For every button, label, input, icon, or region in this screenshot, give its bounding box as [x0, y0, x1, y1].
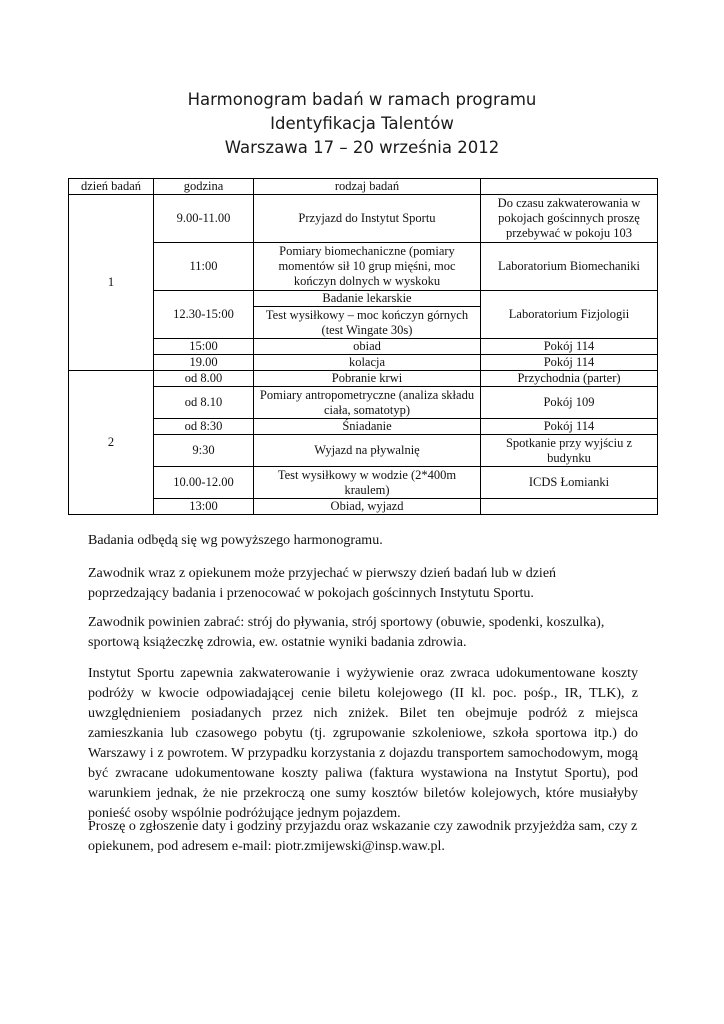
header-place — [481, 179, 658, 195]
table-row — [69, 195, 658, 243]
paragraph-schedule-note: Badania odbędą się wg powyższego harmonogramu. — [88, 533, 383, 548]
document-title-block — [0, 88, 724, 160]
table-header-row — [69, 179, 658, 195]
activity-cell: Test wysiłkowy w wodzie (2*400m kraulem) — [254, 467, 481, 499]
activity-cell: Obiad, wyjazd — [254, 499, 481, 515]
place-cell: Laboratorium Fizjologii — [481, 291, 658, 339]
activity-cell: Śniadanie — [254, 419, 481, 435]
place-cell: Pokój 109 — [481, 387, 658, 419]
title-line-2: Identyfikacja Talentów — [270, 114, 454, 133]
place-cell — [481, 499, 658, 515]
time-cell: 9.00-11.00 — [154, 195, 254, 243]
table-row — [69, 467, 658, 499]
time-cell: 10.00-12.00 — [154, 467, 254, 499]
header-time: godzina — [154, 179, 254, 195]
place-cell: Laboratorium Biomechaniki — [481, 243, 658, 291]
time-cell: 19.00 — [154, 355, 254, 371]
activity-cell: Pomiary antropometryczne (analiza składu ciała, somatotyp) — [254, 387, 481, 419]
table-row — [69, 419, 658, 435]
time-cell: 13:00 — [154, 499, 254, 515]
time-cell: od 8.10 — [154, 387, 254, 419]
activity-cell: Pobranie krwi — [254, 371, 481, 387]
time-cell: od 8.00 — [154, 371, 254, 387]
place-cell: Pokój 114 — [481, 419, 658, 435]
table-row — [69, 435, 658, 467]
paragraph-costs: Instytut Sportu zapewnia zakwaterowanie i wyżywienie oraz zwraca udokumentowane koszty podróży w kwocie odpowiadającej cenie biletu kolejowego (II kl. poc. pośp., IR, TLK), z uwzględnieniem posiadanych przez nich zniżek. Bilet ten obejmuje podróż z miejsca zamieszkania lub czasowego pobytu (tj. zgrupowanie szkoleniowe, szkoła sportowa itp.) do Warszawy i z powrotem. W przypadku korzystania z dojazdu transportem samochodowym, mogą być zwracane udokumentowane koszty paliwa (faktura wystawiona na Instytut Sportu), pod warunkiem jednak, że nie przekroczą one sumy kosztów biletów kolejowych, które musiałyby ponieść osoby wspólnie podróżujące jednym pojazdem. — [88, 666, 638, 821]
activity-cell: Wyjazd na pływalnię — [254, 435, 481, 467]
header-activity: rodzaj badań — [254, 179, 481, 195]
paragraph-equipment: Zawodnik powinien zabrać: strój do pływania, strój sportowy (obuwie, spodenki, koszulka), sportową książeczkę zdrowia, ew. ostatnie wyniki badania zdrowia. — [88, 615, 605, 650]
table-row — [69, 291, 658, 307]
title-line-1: Harmonogram badań w ramach programu — [187, 90, 537, 109]
time-cell: 15:00 — [154, 339, 254, 355]
time-cell: 12.30-15:00 — [154, 291, 254, 339]
paragraph-contact: Proszę o zgłoszenie daty i godziny przyjazdu oraz wskazanie czy zawodnik przyjeżdża sam, czy z opiekunem, pod adresem e-mail: piotr.zmijewski@insp.waw.pl. — [88, 819, 638, 854]
place-cell: Spotkanie przy wyjściu z budynku — [481, 435, 658, 467]
table-row — [69, 243, 658, 291]
table-row — [69, 499, 658, 515]
place-cell: Przychodnia (parter) — [481, 371, 658, 387]
activity-cell: kolacja — [254, 355, 481, 371]
day-cell: 1 — [69, 195, 154, 371]
table-row — [69, 387, 658, 419]
place-cell: Pokój 114 — [481, 339, 658, 355]
schedule-table — [68, 178, 658, 515]
place-cell: ICDS Łomianki — [481, 467, 658, 499]
table-row — [69, 339, 658, 355]
title-line-3: Warszawa 17 – 20 września 2012 — [224, 138, 500, 157]
activity-cell: obiad — [254, 339, 481, 355]
table-row — [69, 355, 658, 371]
activity-cell: Pomiary biomechaniczne (pomiary momentów sił 10 grup mięśni, moc kończyn dolnych w wyskoku — [254, 243, 481, 291]
table-row — [69, 371, 658, 387]
place-cell: Pokój 114 — [481, 355, 658, 371]
time-cell: od 8:30 — [154, 419, 254, 435]
time-cell: 11:00 — [154, 243, 254, 291]
activity-cell: Przyjazd do Instytut Sportu — [254, 195, 481, 243]
place-cell: Do czasu zakwaterowania w pokojach gościnnych proszę przebywać w pokoju 103 — [481, 195, 658, 243]
paragraph-arrival: Zawodnik wraz z opiekunem może przyjechać w pierwszy dzień badań lub w dzień poprzedzający badania i przenocować w pokojach gościnnych Instytutu Sportu. — [88, 566, 557, 601]
day-cell: 2 — [69, 371, 154, 515]
activity-cell: Badanie lekarskie — [254, 291, 481, 307]
header-day: dzień badań — [69, 179, 154, 195]
activity-cell: Test wysiłkowy – moc kończyn górnych (test Wingate 30s) — [254, 307, 481, 339]
time-cell: 9:30 — [154, 435, 254, 467]
